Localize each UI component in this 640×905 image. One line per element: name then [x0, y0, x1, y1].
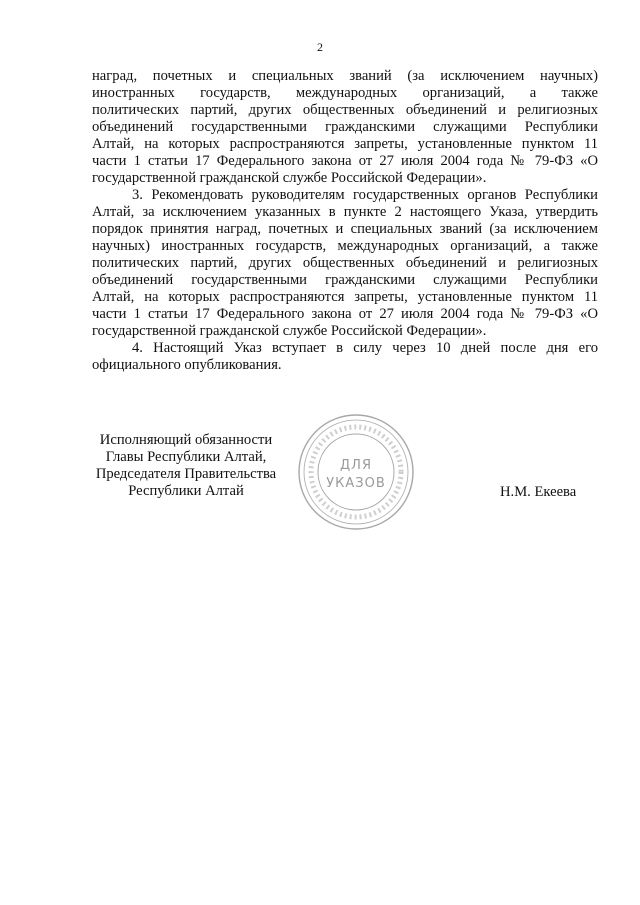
body-line: Алтай, на которых распространяются запреты, установленные пунктом 11 — [92, 136, 598, 152]
body-line: части 1 статьи 17 Федерального закона от 27 июля 2004 года № 79-ФЗ «О — [92, 153, 598, 169]
signatory-position-line: Республики Алтай — [128, 483, 244, 499]
stamp-text-line2: УКАЗОВ — [326, 476, 386, 491]
paragraph-3-first-line: 3. Рекомендовать руководителям государственных органов Республики — [132, 187, 598, 203]
body-line: объединений государственными гражданскими служащими Республики — [92, 272, 598, 288]
body-line: государственной гражданской службе Российской Федерации». — [92, 170, 487, 186]
body-line: части 1 статьи 17 Федерального закона от 27 июля 2004 года № 79-ФЗ «О — [92, 306, 598, 322]
stamp-text-line1: ДЛЯ — [340, 458, 372, 473]
signatory-position-line: Главы Республики Алтай, — [105, 449, 267, 465]
body-line: наград, почетных и специальных званий (за исключением научных) — [92, 68, 598, 84]
body-line: политических партий, других общественных объединений и религиозных — [92, 255, 598, 271]
page-number: 2 — [317, 40, 323, 54]
body-line: политических партий, других общественных объединений и религиозных — [92, 102, 598, 118]
body-line: иностранных государств, международных организаций, а также — [92, 85, 598, 101]
body-line: Алтай, за исключением указанных в пункте 2 настоящего Указа, утвердить — [92, 204, 598, 220]
body-line: официального опубликования. — [92, 357, 282, 373]
body-line: объединений государственными гражданскими служащими Республики — [92, 119, 598, 135]
body-line: научных) иностранных государств, международных организаций, а также — [92, 238, 598, 254]
body-line: Алтай, на которых распространяются запреты, установленные пунктом 11 — [92, 289, 598, 305]
body-line: порядок принятия наград, почетных и специальных званий (за исключением — [92, 221, 598, 237]
signatory-position — [82, 432, 290, 500]
official-seal-stamp — [296, 412, 416, 532]
signatory-name: Н.М. Екеева — [500, 484, 577, 500]
body-line: государственной гражданской службе Российской Федерации». — [92, 323, 487, 339]
signatory-position-line: Председателя Правительства — [95, 466, 277, 482]
paragraph-4-first-line: 4. Настоящий Указ вступает в силу через 10 дней после дня его — [132, 340, 598, 356]
signatory-position-line: Исполняющий обязанности — [99, 432, 273, 448]
